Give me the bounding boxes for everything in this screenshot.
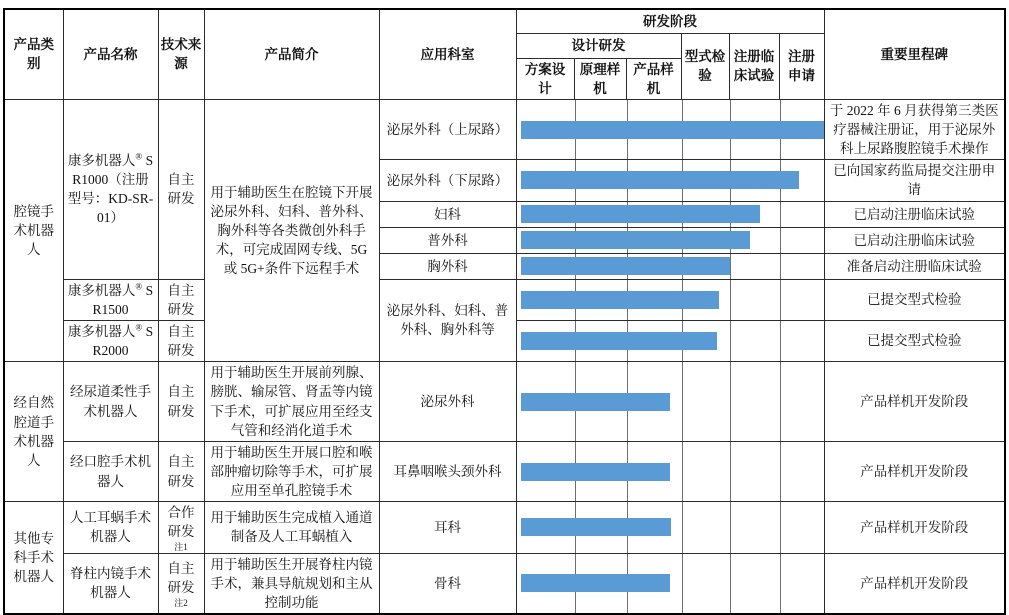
table-row [4,99,1005,159]
gantt-cell [516,502,824,553]
header-product-intro: 产品简介 [204,9,379,99]
header-product-name: 产品名称 [63,9,158,99]
department-cell: 普外科 [379,227,516,253]
department-cell: 泌尿外科（上尿路） [379,99,516,159]
tech-source-cell: 自主研发 [158,279,204,320]
header-stage-plan: 方案设计 [516,58,574,99]
header-department: 应用科室 [379,9,516,99]
header-registration-apply: 注册申请 [779,33,824,99]
milestone-cell: 产品样机开发阶段 [824,502,1005,553]
tech-source-cell: 自主研发 [158,441,204,501]
department-cell: 胸外科 [379,253,516,279]
department-cell: 骨科 [379,553,516,614]
tech-source-cell: 自主研发 注2 [158,553,204,614]
header-type-test: 型式检验 [681,33,729,99]
product-intro-cell: 用于辅助医生开展口腔和喉部肿瘤切除等手术，可扩展应用至单孔腔镜手术 [204,441,379,501]
header-registration-clinical: 注册临床试验 [729,33,779,99]
gantt-cell [516,99,824,159]
product-name-cell: 康多机器人® SR2000 [63,320,158,361]
milestone-cell: 产品样机开发阶段 [824,553,1005,614]
header-stage-principle-prototype: 原理样机 [574,58,626,99]
milestone-cell: 产品样机开发阶段 [824,441,1005,501]
product-name-cell: 经口腔手术机器人 [63,441,158,501]
table-row [4,279,1005,320]
gantt-cell [516,553,824,614]
header-design-rd-group: 设计研发 [516,33,681,58]
table-row [4,362,1005,442]
registered-trademark-icon: ® [135,281,143,292]
product-name-cell: 康多机器人® SR1500 [63,279,158,320]
gantt-bar [521,205,760,223]
department-cell: 泌尿外科（下尿路） [379,160,516,201]
milestone-cell: 已提交型式检验 [824,320,1005,361]
registered-trademark-icon: ® [135,322,143,333]
category-cell: 经自然腔道手术机器人 [4,362,63,502]
product-name-cell: 脊柱内镜手术机器人 [63,553,158,614]
product-name-cell: 经尿道柔性手术机器人 [63,362,158,442]
footnote-ref: 注1 [174,541,188,552]
product-intro-cell: 用于辅助医生开展脊柱内镜手术，兼具导航规划和主从控制功能 [204,553,379,614]
product-name-cell: 人工耳蜗手术机器人 [63,502,158,553]
gantt-bar [521,257,730,275]
milestone-cell: 准备启动注册临床试验 [824,253,1005,279]
milestone-cell: 产品样机开发阶段 [824,362,1005,442]
milestone-cell: 已向国家药监局提交注册申请 [824,160,1005,201]
product-intro-cell: 用于辅助医生在腔镜下开展泌尿外科、妇科、普外科、胸外科等各类微创外科手术，可完成固网专线、5G 或 5G+条件下远程手术 [204,99,379,361]
gantt-cell [516,320,824,361]
footnote-ref: 注2 [174,597,188,608]
tech-source-cell: 合作研发 注1 [158,502,204,553]
category-cell: 腔镜手术机器人 [4,99,63,361]
department-cell: 耳科 [379,502,516,553]
table-row [4,553,1005,614]
gantt-bar [521,171,799,189]
milestone-cell: 已提交型式检验 [824,279,1005,320]
gantt-bar [521,121,824,139]
milestone-cell: 已启动注册临床试验 [824,201,1005,227]
gantt-bar [521,518,671,536]
header-category: 产品类别 [4,9,63,99]
gantt-bar [521,463,670,481]
tech-source-cell: 自主研发 [158,362,204,442]
department-cell: 耳鼻咽喉头颈外科 [379,441,516,501]
product-name-cell: 康多机器人® SR1000（注册型号：KD-SR-01） [63,99,158,279]
registered-trademark-icon: ® [135,151,143,162]
department-cell: 泌尿外科 [379,362,516,442]
gantt-bar [521,574,670,592]
gantt-cell [516,160,824,201]
gantt-cell [516,279,824,320]
category-cell: 其他专科手术机器人 [4,502,63,614]
gantt-cell [516,441,824,501]
gantt-bar [521,332,717,350]
header-tech-source: 技术来源 [158,9,204,99]
table-row [4,502,1005,553]
gantt-cell [516,362,824,442]
department-cell: 妇科 [379,201,516,227]
gantt-bar [521,291,719,309]
department-cell: 泌尿外科、妇科、普外科、胸外科等 [379,279,516,362]
product-intro-cell: 用于辅助医生开展前列腺、膀胱、输尿管、肾盂等内镜下手术，可扩展应用至经支气管和经消化道手术 [204,362,379,442]
table-row [4,441,1005,501]
gantt-cell [516,201,824,227]
product-intro-cell: 用于辅助医生完成植入通道制备及人工耳蜗植入 [204,502,379,553]
header-stage-product-prototype: 产品样机 [626,58,681,99]
gantt-cell [516,253,824,279]
gantt-bar [521,231,750,249]
tech-source-cell: 自主研发 [158,320,204,361]
product-rd-stage-table [3,8,1006,615]
milestone-cell: 于 2022 年 6 月获得第三类医疗器械注册证，用于泌尿外科上尿路腹腔镜手术操作 [824,99,1005,159]
gantt-bar [521,393,670,411]
header-milestone: 重要里程碑 [824,9,1005,99]
header-rd-stage-group: 研发阶段 [516,9,824,33]
milestone-cell: 已启动注册临床试验 [824,227,1005,253]
tech-source-cell: 自主研发 [158,99,204,279]
gantt-cell [516,227,824,253]
